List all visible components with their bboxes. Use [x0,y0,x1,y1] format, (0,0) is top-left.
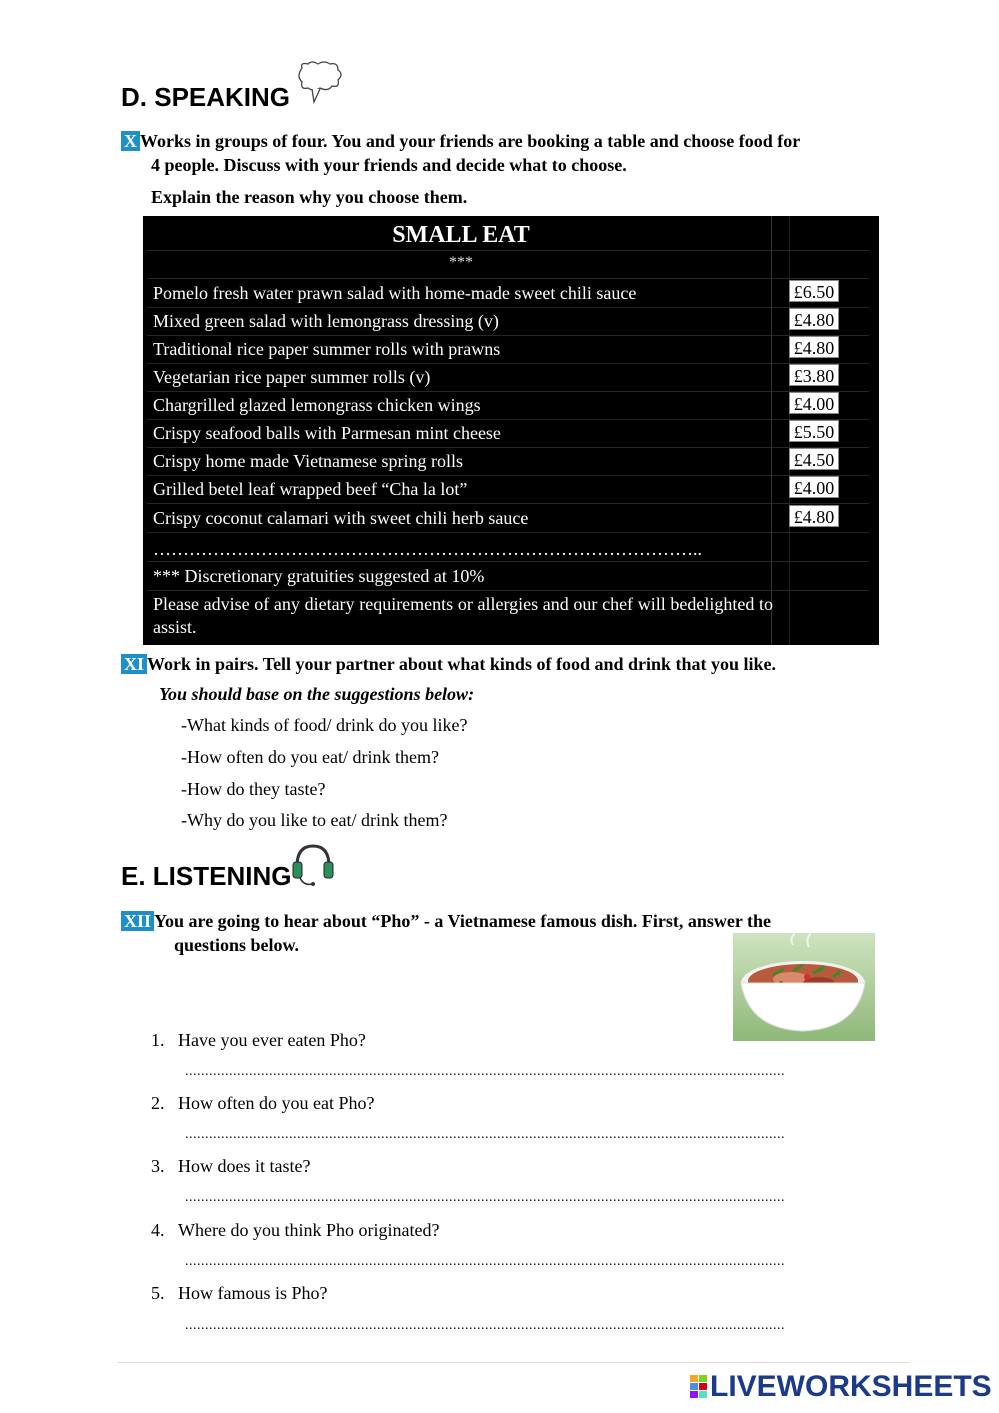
speaking-heading: D. SPEAKING [121,82,291,112]
task-x-line1: Works in groups of four. You and your friends are booking a table and choose food for [140,131,801,151]
answer-line[interactable]: ...................................................................................................................................................... [185,1190,785,1205]
suggestion-item: -How often do you eat/ drink them? [181,747,439,767]
task-xi-subtitle: You should base on the suggestions below: [159,684,475,704]
answer-line[interactable]: ...................................................................................................................................................... [185,1254,785,1269]
menu-item-name: Mixed green salad with lemongrass dressing (v) [153,311,499,331]
menu-title: SMALL EAT [392,222,530,248]
question-number: 2. [151,1093,165,1113]
menu-item-name: Traditional rice paper summer rolls with prawns [153,339,501,359]
speech-bubble-icon [294,60,344,106]
menu-item-name: Crispy coconut calamari with sweet chili herb sauce [153,508,529,528]
question-5 [151,1281,328,1305]
menu-item-price: £4.00 [789,392,839,414]
question-number: 4. [151,1220,165,1240]
menu-board [143,216,879,645]
menu-item-name: Chargrilled glazed lemongrass chicken wings [153,395,481,415]
footer-divider [117,1362,910,1363]
menu-item-name: Pomelo fresh water prawn salad with home-made sweet chili sauce [153,283,637,303]
logo-icon [690,1373,708,1397]
question-4 [151,1218,439,1242]
suggestion-item: -Why do you like to eat/ drink them? [181,810,448,830]
question-number: 1. [151,1030,165,1050]
menu-item-price: £3.80 [789,364,839,386]
menu-gratuity: *** Discretionary gratuities suggested at 10% [153,566,485,586]
task-xii-line2: questions below. [174,935,300,955]
answer-line[interactable]: ...................................................................................................................................................... [185,1318,785,1333]
logo-text: LIVEWORKSHEETS [710,1370,992,1403]
menu-item-price: £4.80 [789,505,839,527]
task-x-tag: X [121,131,140,151]
question-3 [151,1154,310,1178]
task-xi-text: Work in pairs. Tell your partner about what kinds of food and drink that you like. [147,654,777,674]
menu-item-name: Crispy seafood balls with Parmesan mint cheese [153,423,501,443]
answer-line[interactable]: ...................................................................................................................................................... [185,1127,785,1142]
menu-advise: Please advise of any dietary requirements or allergies and our chef will bedelighted to assist. [153,594,773,637]
liveworksheets-logo [690,1370,992,1404]
question-number: 3. [151,1156,165,1176]
listening-heading: E. LISTENING [121,861,292,891]
menu-item-price: £4.80 [789,336,839,358]
pho-bowl-image [733,933,875,1041]
question-number: 5. [151,1283,165,1303]
question-text: Where do you think Pho originated? [178,1220,440,1240]
menu-item-price: £6.50 [789,280,839,302]
question-text: How often do you eat Pho? [178,1093,375,1113]
menu-item-name: Grilled betel leaf wrapped beef “Cha la lot” [153,479,468,499]
headphones-icon [290,840,336,888]
menu-item-name: Crispy home made Vietnamese spring rolls [153,451,464,471]
menu-item-price: £4.00 [789,476,839,498]
question-text: How does it taste? [178,1156,311,1176]
task-xii-line1: You are going to hear about “Pho” - a Vietnamese famous dish. First, answer the [154,911,772,931]
suggestion-item: -What kinds of food/ drink do you like? [181,715,468,735]
menu-item-price: £4.50 [789,448,839,470]
task-x-line2: 4 people. Discuss with your friends and decide what to choose. [151,155,627,175]
question-text: How famous is Pho? [178,1283,328,1303]
answer-line[interactable]: ...................................................................................................................................................... [185,1064,785,1079]
menu-item-price: £5.50 [789,420,839,442]
task-xii-instruction [121,908,906,934]
task-x-instruction [121,128,906,154]
menu-item-name: Vegetarian rice paper summer rolls (v) [153,367,431,387]
menu-stars: *** [449,254,473,271]
task-xi-instruction [121,651,911,677]
task-xi-tag: XI [121,654,147,674]
task-x-line3: Explain the reason why you choose them. [151,187,468,207]
menu-item-price: £4.80 [789,308,839,330]
question-1 [151,1028,366,1052]
menu-divider [771,216,772,645]
menu-dots: ……………………………………………………………………………….. [153,539,702,559]
question-2 [151,1091,374,1115]
question-text: Have you ever eaten Pho? [178,1030,366,1050]
task-xii-tag: XII [121,911,154,931]
suggestion-item: -How do they taste? [181,779,326,799]
